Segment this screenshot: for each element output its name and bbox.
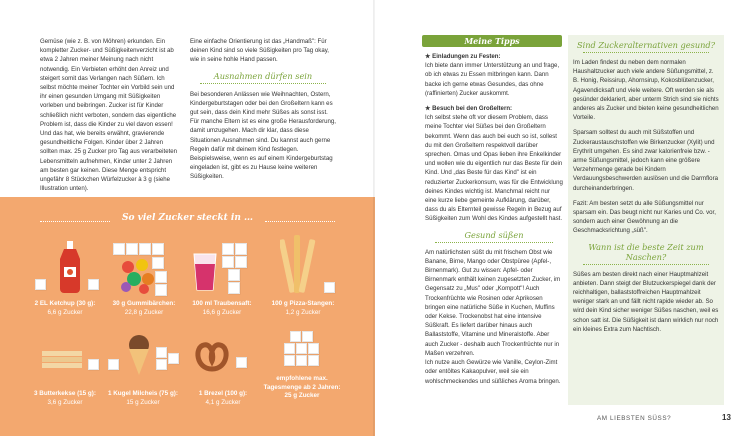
item-name: 1 Brezel (100 g): (198, 390, 248, 397)
item-value: 16,6 g Zucker (202, 308, 242, 316)
sugar-cube-icon (284, 343, 295, 354)
item-value: 6,6 g Zucker (47, 308, 83, 316)
item-name: 3 Butterkekse (15 g): (34, 390, 96, 397)
tip-title-text: Besuch bei den Großeltern: (432, 105, 513, 113)
sugar-cube-icon (155, 284, 167, 296)
item-pretzel (183, 390, 263, 407)
item-value: 25 g Zucker (284, 392, 320, 399)
sugar-cube-icon (302, 331, 313, 342)
ice-cream-icon (125, 333, 153, 377)
sugar-cube-icon (156, 359, 167, 370)
left-column-2 (190, 37, 336, 182)
sugar-cube-icon (35, 279, 46, 290)
item-name: 100 ml Traubensaft: (192, 300, 252, 307)
hand-measure-paragraph: Eine einfache Orientierung ist das „Handmaß": Für deinen Kind sind so viele Süßigkeiten pro Tag okay, wie in seine hohle Hand passen. (190, 38, 330, 64)
sugar-cube-icon (296, 355, 307, 366)
section-heading (190, 71, 336, 84)
paragraph: Im Laden findest du neben dem normalen Haushaltzucker auch viele andere Süßungsmittel, z. B. Honig, Reissirup, Ahornsirup, Kokosblütenzucker, Agavendicksaft und viele weitere. Oft werden sie als gesünder deklariert, aber unterm Strich sind sie nichts anderes als Zucker und bieten keine gesundheitlichen Vorteile. (573, 59, 719, 122)
section-heading (425, 230, 563, 243)
sugar-cube-icon (168, 353, 179, 364)
heading-divider (200, 83, 326, 84)
sugar-cube-icon (113, 243, 125, 255)
sugar-cube-icon (108, 359, 119, 370)
tip-title: ★ Einladungen zu Festen: (425, 53, 501, 60)
sidebar-heading (573, 40, 719, 53)
heading-text: Wann ist die beste Zeit zum Naschen? (588, 241, 704, 262)
heading-divider (435, 242, 553, 243)
sugar-cube-icon (235, 256, 247, 268)
sugar-cube-icon (222, 256, 234, 268)
right-page (375, 0, 750, 436)
tip-body: Ich biete dann immer Unterstützung an und frage, ob ich etwas zu Essen mitbringen kann. Dann backe ich gerne etwas Gesundes, das ohne (raffinierten) Zucker auskommt. (425, 62, 560, 97)
item-value: 1,2 g Zucker (285, 308, 321, 316)
sidebar-column (573, 40, 719, 334)
sugar-cube-icon (88, 279, 99, 290)
sugar-cube-icon (152, 243, 164, 255)
item-pizza-sticks (263, 300, 343, 317)
left-column-1 (40, 37, 182, 202)
paragraph: Gemüse (wie z. B. von Möhren) erkunden. Ein kompletter Zucker- und Süßigkeitenverzicht ist ab etwa 2 Jahren meiner Meinung nach nicht notwendig. Ein Verbieten erhöht den Anreiz und steigert somit das Verlangen nach Süßem. Ich selbst möchte meiner Tochter ein Vorbild sein und ihr einen gesunden Umgang mit Süßigkeiten vorleben und beibringen. Zucker ist für Kinder schließlich nicht verboten, sondern das eigentliche Problem ist, dass die Kinder zu viel davon essen! Und das hat, wie bereits erwähnt, gravierende gesundheitliche Folgen. Kinder über 2 Jahren sollten max. 25 g Zucker pro Tag aus verarbeiteten Lebensmitteln aufnehmen, Kinder unter 2 Jahren am besten gar keinen. Diese Menge entspricht ungefähr 8 Stückchen Würfelzucker à 3 g (siehe Illustration unten). (40, 38, 178, 193)
sugar-cube-icon (235, 243, 247, 255)
item-ice-cream (103, 390, 183, 407)
ketchup-bottle-icon (55, 239, 85, 294)
item-butter-biscuits (25, 390, 105, 407)
sugar-cube-icon (88, 359, 99, 370)
item-name: empfohlene max. Tagesmenge ab 2 Jahren: (263, 375, 341, 391)
pretzel-icon (192, 339, 232, 375)
running-footer: AM LIEBSTEN SÜSS? (597, 415, 672, 422)
tip-title-text: Einladungen zu Festen: (432, 53, 501, 60)
pizza-sticks-icon (280, 233, 320, 295)
sugar-illustration-band (0, 197, 375, 436)
paragraph: Sparsam solltest du auch mit Süßstoffen und Zuckeraustauschstoffen wie Birkenzucker (Xylit) und Erythrit umgehen. Es sind zwar kalorienfreie bzw. -arme Süßungsmittel, jedoch kann eine größere Verzehrmenge gerade bei Kindern Verdauungsbeschwerden auslösen und die Darmflora durcheinanderbringen. (573, 129, 718, 192)
item-recommended-daily (262, 375, 342, 401)
paragraph: Süßes am besten direkt nach einer Hauptmahlzeit anbieten. Dann steigt der Blutzuckerspiegel dank der reichhaltigen, ballaststoffreichen Hauptmahlzeit weniger stark an und fällt nicht rapide wieder ab. So wird dein Kind sicher weniger Süßes naschen, weil es schon satt ist. Die Süßigkeit ist dann wirklich nur noch ein kleines Extra zum Nachtisch. (573, 270, 719, 333)
band-title: So viel Zucker steckt in … (121, 213, 254, 223)
heading-divider (583, 264, 709, 265)
item-value: 22,8 g Zucker (124, 308, 164, 316)
sugar-cube-icon (139, 243, 151, 255)
sugar-cube-icon (222, 243, 234, 255)
sugar-cube-icon (155, 271, 167, 283)
juice-glass-icon (192, 252, 218, 292)
butter-biscuits-icon (40, 347, 85, 371)
item-name: 100 g Pizza-Stangen: (271, 300, 335, 307)
sugar-cube-icon (296, 343, 307, 354)
sugar-cube-icon (236, 357, 247, 368)
heading-text: Sind Zuckeralternativen gesund? (576, 40, 716, 50)
heading-text: Ausnahmen dürfen sein (213, 70, 313, 81)
item-value: 3,6 g Zucker (47, 398, 83, 406)
sugar-cube-icon (156, 347, 167, 358)
sugar-cube-icon (126, 243, 138, 255)
tips-heading-bar: Meine Tipps (422, 35, 562, 47)
heading-text: Gesund süßen (464, 229, 524, 240)
sugar-cube-icon (324, 282, 335, 293)
heading-divider (583, 52, 709, 53)
sugar-cube-icon (308, 355, 319, 366)
tips-column (425, 52, 563, 386)
band-divider-right (265, 221, 335, 222)
item-gummy-bears (104, 300, 184, 317)
paragraph: Ich nutze auch Gewürze wie Vanille, Ceylon-Zimt oder entöltes Kakaopulver, weil sie ein wohlschmeckendes und süßliches Aroma bringen. (425, 359, 561, 385)
paragraph: Fazit: Am besten setzt du alle Süßungsmittel nur sparsam ein. Das beugt nicht nur Karies und Co. vor, sondern auch einer Gewöhnung an die Geschmacksrichtung „süß". (573, 199, 716, 235)
sugar-cube-icon (284, 355, 295, 366)
item-name: 1 Kugel Milcheis (75 g): (108, 390, 178, 397)
sugar-cube-icon (290, 331, 301, 342)
sugar-cube-icon (152, 257, 164, 269)
item-ketchup (25, 300, 105, 317)
exceptions-paragraph: Bei besonderen Anlässen wie Weihnachten, Ostern, Kindergeburtstagen oder bei den Großeltern kann es gut sein, dass dein Kind mehr Süßes als sonst isst. Für manche Eltern ist es eine große Herausforderung, damit umzugehen. Mach dir klar, dass diese Situationen Ausnahmen sind. Du kannst auch gerne Regeln dafür mit deinem Kind festlegen. Beispielsweise, wenn es auf einem Kindergeburtstag eingeladen ist, gibt es zu Hause keine weiteren Süßigkeiten. (190, 90, 336, 181)
item-value: 4,1 g Zucker (205, 398, 241, 406)
page-number: 13 (722, 413, 731, 422)
sugar-cube-icon (228, 269, 240, 281)
sidebar-heading (573, 242, 719, 265)
item-value: 15 g Zucker (126, 398, 160, 406)
tip-title: ★ Besuch bei den Großeltern: (425, 105, 513, 113)
item-grape-juice (182, 300, 262, 317)
tip-body: Ich selbst stehe oft vor diesem Problem, dass meine Tochter viel Süßes bei den Großeltern bekommt. Wenn das auch bei euch so ist, sollest du mit den Großeltern respektvoll darüber sprechen. Omas und Opas lieben ihre Enkelkinder und wollen wie du eigentlich nur das Beste für dein Kind. Und „das Beste für das Kind" ist ein reduzierter Zuckerkonsum, was für die Entwicklung deines Kindes wichtig ist. Manchmal reicht nur eine kurze liebe gemeinte Aufklärung, darüber, dass du als Elternteil gewisse Regeln in Bezug auf Süßigkeiten zum Wohl des Kindes aufgestellt hast. (425, 114, 563, 223)
sugar-cube-icon (228, 282, 240, 294)
sugar-cube-icon (308, 343, 319, 354)
paragraph: Am natürlichsten süßt du mit frischem Obst wie Banane, Birne, Mango oder Obstpüree (Apfel-, Birnenmark). Gut zu wissen: Apfel- oder Birnenmark enthält keinen zugesetzten Zucker, im Gegensatz zu „Mus" oder „Kompott"! Auch Trockenfrüchte wie Rosinen oder Aprikosen bringen eine natürliche Süße in Kuchen, Muffins oder Kekse. Trockenobst hat eine intensive Süßkraft. Es liefert darüber hinaus auch Ballaststoffe, Vitamine und Mineralstoffe. Aber auch Zucker - deshalb auch Trockenfrüchte nur in Maßen verzehren. (425, 248, 561, 357)
item-name: 30 g Gummibärchen: (112, 300, 176, 307)
item-name: 2 EL Ketchup (30 g): (34, 300, 96, 307)
